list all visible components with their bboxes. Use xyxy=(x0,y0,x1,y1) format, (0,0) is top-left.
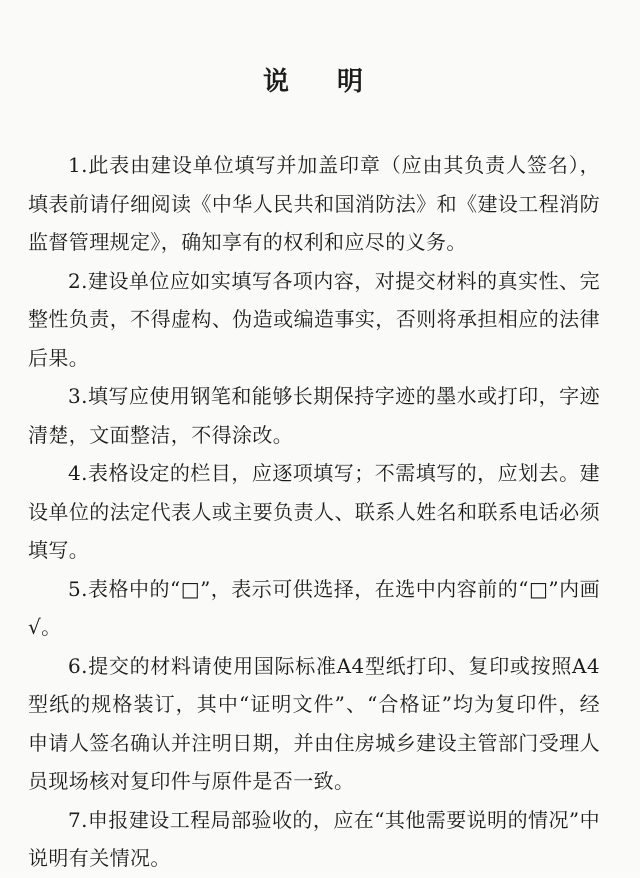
title-char-2: 明 xyxy=(337,67,366,97)
title-char-1: 说 xyxy=(262,67,291,97)
instruction-item-5: 5.表格中的“□”，表示可供选择，在选中内容前的“□”内画√。 xyxy=(28,576,600,639)
page-title xyxy=(28,62,600,102)
instruction-item-2: 2.建设单位应如实填写各项内容，对提交材料的真实性、完整性负责，不得虚构、伪造或编造事实，否则将承担相应的法律后果。 xyxy=(28,268,600,370)
instruction-item-1: 1.此表由建设单位填写并加盖印章（应由其负责人签名），填表前请仔细阅读《中华人民共和国消防法》和《建设工程消防监督管理规定》，确知享有的权利和应尽的义务。 xyxy=(28,153,600,254)
instruction-item-3: 3.填写应使用钢笔和能够长期保持字迹的墨水或打印，字迹清楚，文面整洁，不得涂改。 xyxy=(28,384,600,447)
instruction-item-4: 4.表格设定的栏目，应逐项填写；不需填写的，应划去。建设单位的法定代表人或主要负责人、联系人姓名和联系电话必须填写。 xyxy=(28,461,600,562)
instruction-item-7: 7.申报建设工程局部验收的，应在“其他需要说明的情况”中说明有关情况。 xyxy=(28,807,600,870)
instruction-item-6: 6.提交的材料请使用国际标准A4型纸打印、复印或按照A4型纸的规格装订，其中“证明文件”、“合格证”均为复印件，经申请人签名确认并注明日期，并由住房城乡建设主管部门受理人员现场核对复印件与原件是否一致。 xyxy=(28,653,600,793)
